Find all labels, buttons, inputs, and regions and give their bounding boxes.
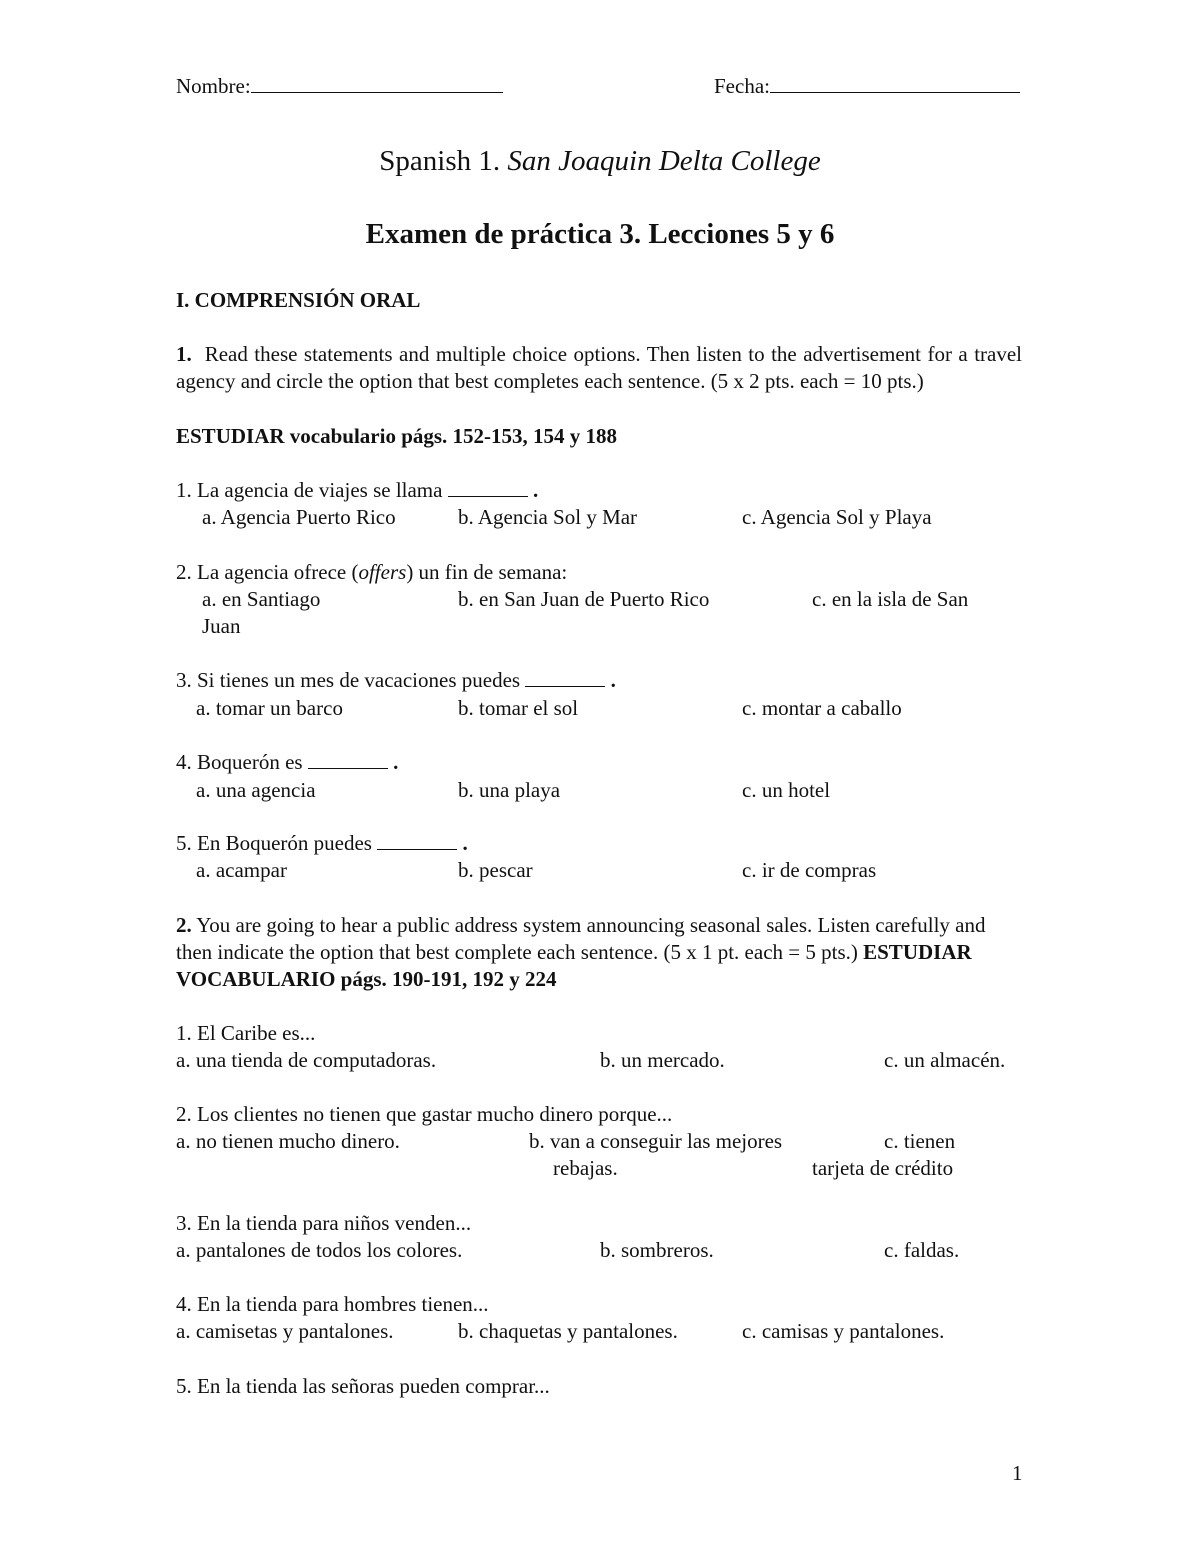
p2-q3-option-a: a. pantalones de todos los colores.	[176, 1238, 463, 1262]
section-heading: I. COMPRENSIÓN ORAL	[176, 288, 421, 312]
p2-question-2: 2. Los clientes no tienen que gastar mucho dinero porque...	[176, 1102, 673, 1126]
p2-q4-option-a: a. camisetas y pantalones.	[176, 1319, 394, 1343]
question-stem: 1. La agencia de viajes se llama	[176, 478, 443, 502]
part1-number: 1.	[176, 342, 192, 366]
answer-blank	[448, 478, 528, 497]
p1-q2-option-c: c. en la isla de San	[812, 587, 969, 611]
question-end: .	[532, 478, 539, 502]
p1-question-3	[176, 667, 616, 694]
question-stem: 4. Boquerón es	[176, 750, 303, 774]
p2-q2-option-c-cont: tarjeta de crédito	[812, 1156, 954, 1180]
question-end: .	[462, 831, 468, 855]
answer-blank	[308, 750, 388, 769]
part1-study: ESTUDIAR vocabulario págs. 152-153, 154 y 188	[176, 424, 618, 448]
question-stem: 3. Si tienes un mes de vacaciones puedes	[176, 668, 521, 692]
p2-question-3: 3. En la tienda para niños venden...	[176, 1211, 472, 1235]
p2-q1-option-a: a. una tienda de computadoras.	[176, 1048, 437, 1072]
question-stem-pre: 2. La agencia ofrece (	[176, 560, 359, 584]
p2-q4-option-c: c. camisas y pantalones.	[742, 1319, 945, 1343]
answer-blank	[525, 668, 605, 687]
p1-question-2	[176, 559, 567, 586]
p2-q2-option-b: b. van a conseguir las mejores	[529, 1129, 783, 1153]
question-stem: 5. En Boquerón puedes	[176, 831, 372, 855]
p2-q3-option-b: b. sombreros.	[600, 1238, 714, 1262]
p2-q2-option-c: c. tienen	[884, 1129, 956, 1153]
page-number: 1	[1012, 1461, 1023, 1485]
p2-q1-option-b: b. un mercado.	[600, 1048, 725, 1072]
p1-q2-option-b: b. en San Juan de Puerto Rico	[458, 587, 710, 611]
p1-question-5	[176, 830, 468, 857]
p1-q1-option-c: c. Agencia Sol y Playa	[742, 505, 932, 529]
p1-question-4	[176, 749, 398, 776]
date-blank	[770, 72, 1020, 93]
p1-q1-option-b: b. Agencia Sol y Mar	[458, 505, 638, 529]
date-label: Fecha:	[714, 74, 770, 98]
question-stem-italic: offers	[358, 560, 407, 584]
question-end: .	[610, 668, 616, 692]
name-label: Nombre:	[176, 74, 251, 98]
part1-text: Read these statements and multiple choice options. Then listen to the advertisement for a travel agency and circle the option that best completes each sentence. (5 x 2 pts. each = 10 pts.)	[176, 342, 1023, 393]
p1-q5-option-b: b. pescar	[458, 858, 533, 882]
answer-blank	[377, 831, 457, 850]
p2-question-4: 4. En la tienda para hombres tienen...	[176, 1292, 489, 1316]
date-field	[714, 72, 1020, 100]
p2-question-1: 1. El Caribe es...	[176, 1021, 316, 1045]
p2-q4-option-b: b. chaquetas y pantalones.	[458, 1319, 678, 1343]
p1-question-1	[176, 477, 538, 504]
part1-instructions	[176, 341, 1022, 395]
part2-study: ESTUDIAR VOCABULARIO págs. 190-191, 192 y 224	[176, 940, 972, 991]
p1-q2-option-c-cont: Juan	[202, 614, 241, 638]
part2-instructions	[176, 912, 1022, 993]
college-name: San Joaquin Delta College	[507, 145, 821, 177]
exam-title: Examen de práctica 3. Lecciones 5 y 6	[365, 218, 835, 250]
name-field	[176, 72, 503, 100]
p1-q4-option-a: a. una agencia	[196, 778, 316, 802]
course-title	[0, 143, 1200, 179]
p1-q3-option-c: c. montar a caballo	[742, 696, 902, 720]
course-name: Spanish 1.	[379, 145, 501, 177]
question-stem-post: ) un fin de semana:	[406, 560, 568, 584]
p1-q1-option-a: a. Agencia Puerto Rico	[202, 505, 396, 529]
p1-q5-option-c: c. ir de compras	[742, 858, 877, 882]
part2-number: 2.	[176, 913, 192, 937]
p1-q5-option-a: a. acampar	[196, 858, 287, 882]
name-blank	[251, 72, 503, 93]
p1-q3-option-a: a. tomar un barco	[196, 696, 343, 720]
p1-q2-option-a: a. en Santiago	[202, 587, 321, 611]
part2-text: You are going to hear a public address system announcing seasonal sales. Listen carefully and then indicate the option that best complete each sentence. (5 x 1 pt. each = 5 pts.)	[176, 913, 986, 964]
p1-q4-option-c: c. un hotel	[742, 778, 831, 802]
p2-q1-option-c: c. un almacén.	[884, 1048, 1006, 1072]
p1-q3-option-b: b. tomar el sol	[458, 696, 579, 720]
p1-q4-option-b: b. una playa	[458, 778, 561, 802]
p2-q3-option-c: c. faldas.	[884, 1238, 960, 1262]
p2-q2-option-a: a. no tienen mucho dinero.	[176, 1129, 400, 1153]
question-end: .	[393, 750, 399, 774]
p2-q2-option-b-cont: rebajas.	[553, 1156, 618, 1180]
p2-question-5: 5. En la tienda las señoras pueden comprar...	[176, 1374, 550, 1398]
